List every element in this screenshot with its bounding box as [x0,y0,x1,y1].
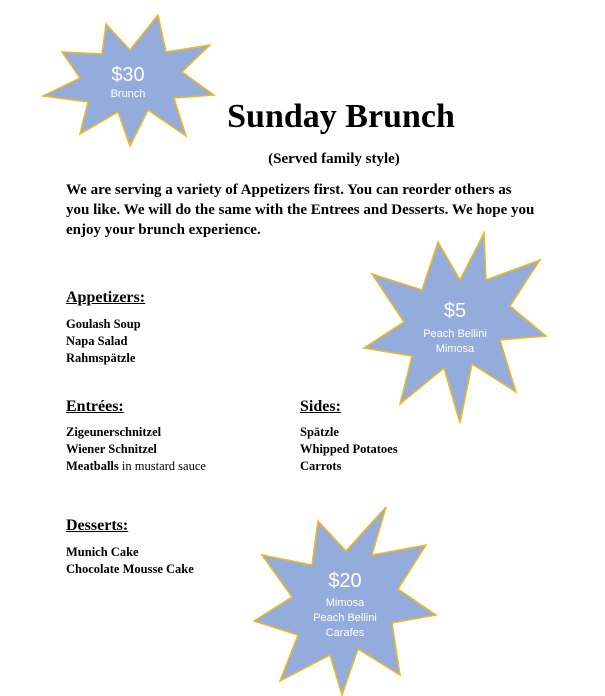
page-title: Sunday Brunch [227,98,455,135]
burst-price: $30 [111,64,145,86]
intro-paragraph: We are serving a variety of Appetizers first. You can reorder others as you like. We will do the same with the Entrees and Desserts. We hope you enjoy your brunch experience. [66,182,535,238]
item-name: Spätzle [300,425,339,439]
burst-label: Brunch [110,88,146,100]
item-name: Munich Cake [66,545,139,559]
item-name: Zigeunerschnitzel [66,425,162,439]
list-item [66,316,141,333]
list-item [300,458,398,475]
burst-text-carafes [250,569,440,641]
list-item [300,424,398,441]
section-heading-appetizers: Appetizers: [66,289,146,306]
burst-price: $5 [443,300,467,322]
burst-label: Peach Bellini [423,328,487,340]
list-item [300,441,398,458]
entrees-list [66,424,206,475]
list-item [66,333,141,350]
burst-label: Mimosa [435,343,475,355]
item-detail: in mustard sauce [118,459,206,473]
section-heading-entrees: Entrées: [66,398,124,415]
list-item [66,544,194,561]
item-name: Meatballs [66,459,119,473]
burst-price: $20 [328,570,362,592]
page-subtitle: (Served family style) [268,151,400,167]
list-item [66,458,206,475]
burst-text-drinks [360,299,550,357]
list-item [66,561,194,578]
price-burst-carafes [250,505,440,696]
item-name: Napa Salad [66,334,128,348]
item-name: Wiener Schnitzel [66,442,157,456]
item-name: Rahmspätzle [66,351,136,365]
item-name: Chocolate Mousse Cake [66,562,194,576]
list-item [66,350,141,367]
item-name: Goulash Soup [66,317,141,331]
burst-label: Peach Bellini [313,612,377,624]
sides-list [300,424,398,475]
list-item [66,424,206,441]
list-item [66,441,206,458]
item-name: Carrots [300,459,342,473]
section-heading-desserts: Desserts: [66,517,129,534]
burst-label: Carafes [325,627,365,639]
burst-label: Mimosa [325,597,365,609]
section-heading-sides: Sides: [300,398,341,415]
price-burst-drinks [360,228,550,428]
item-name: Whipped Potatoes [300,442,398,456]
appetizers-list [66,316,141,367]
desserts-list [66,544,194,578]
